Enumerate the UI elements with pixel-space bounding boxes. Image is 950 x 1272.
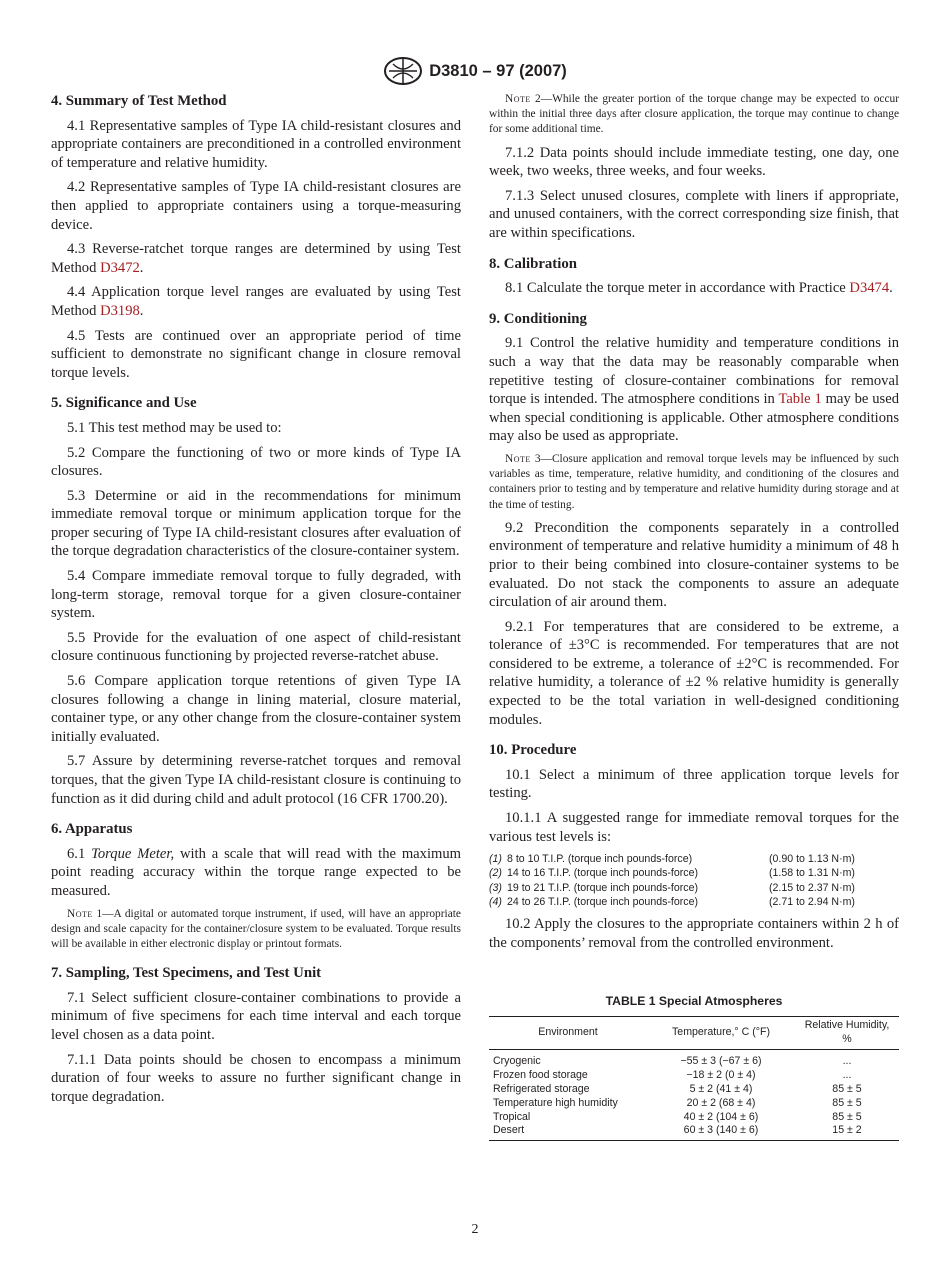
table-row: Cryogenic −55 ± 3 (−67 ± 6) ... bbox=[493, 1055, 852, 1068]
table-header-temperature: Temperature,° C (°F) bbox=[647, 1016, 795, 1050]
paragraph-7-1: 7.1 Select sufficient closure-container combinations to provide a minimum of five specimens for each time interval and each torque level chosen as a data point. bbox=[51, 989, 461, 1043]
table-row: Refrigerated storage 5 ± 2 (41 ± 4) 85 ± 5 bbox=[493, 1083, 862, 1096]
paragraph-8-1: 8.1 Calculate the torque meter in accordance with Practice D3474. bbox=[505, 280, 893, 297]
paragraph-4-2: 4.2 Representative samples of Type IA child-resistant closures are then applied to appropriate containers using a torque-measuring device. bbox=[51, 179, 461, 233]
section-6-heading: 6. Apparatus bbox=[51, 821, 133, 838]
paragraph-9-2: 9.2 Precondition the components separately in a controlled environment of temperature and relative humidity a minimum of 48 h prior to their being combined into closure-container systems to be evaluated. Do not stack the components to assure an adequate circulation of air around them. bbox=[489, 519, 899, 611]
paragraph-6-1: 6.1 Torque Meter, with a scale that will read with the maximum point reading accuracy within the torque range expected to be measured. bbox=[51, 845, 462, 899]
note-1: Note 1—A digital or automated torque instrument, if used, will have an appropriate design and scale capacity for the container/closure system to be evaluated. Torque results will be available in either electronic display or printout formats. bbox=[51, 907, 461, 950]
torque-level-row: (4) 24 to 26 T.I.P. (torque inch pounds-force) (2.71 to 2.94 N·m) bbox=[489, 895, 855, 908]
section-10-heading: 10. Procedure bbox=[489, 742, 577, 759]
paragraph-5-3: 5.3 Determine or aid in the recommendations for minimum immediate removal torque or minimum application torque for the proper securing of Type IA child-resistant closures after evaluation of the torque degradation characteristics of the closure-container system. bbox=[51, 487, 461, 560]
paragraph-5-7: 5.7 Assure by determining reverse-ratchet torques and removal torques, that the given Type IA child-resistant closure is continuing to function as it did during child and adult protocol (16 CFR 1700.20). bbox=[51, 753, 461, 807]
paragraph-4-3: 4.3 Reverse-ratchet torque ranges are determined by using Test Method D3472. bbox=[51, 241, 461, 276]
paragraph-10-2: 10.2 Apply the closures to the appropriate containers within 2 h of the components’ removal from the controlled environment. bbox=[489, 916, 899, 951]
torque-level-row: (2) 14 to 16 T.I.P. (torque inch pounds-force) (1.58 to 1.31 N·m) bbox=[489, 867, 855, 880]
table-row: Frozen food storage −18 ± 2 (0 ± 4) ... bbox=[493, 1069, 852, 1082]
table-row: Temperature high humidity 20 ± 2 (68 ± 4) 85 ± 5 bbox=[493, 1096, 862, 1109]
section-9-heading: 9. Conditioning bbox=[489, 310, 587, 327]
paragraph-5-4: 5.4 Compare immediate removal torque to fully degraded, with long-term storage, removal torque for a given closure-container system. bbox=[51, 568, 461, 622]
table-title: TABLE 1 Special Atmospheres bbox=[605, 994, 783, 1009]
paragraph-4-5: 4.5 Tests are continued over an appropriate period of time sufficient to demonstrate no significant change in closure removal torque levels. bbox=[51, 327, 461, 381]
link-d3474[interactable]: D3474 bbox=[849, 280, 890, 297]
page-header bbox=[0, 56, 950, 86]
note-3: Note 3—Closure application and removal torque levels may be influenced by such variables as time, temperature, relative humidity, and conditioning of the closures and containers prior to testing and by temperature and relative humidity during storage and at the time of testing. bbox=[489, 452, 899, 511]
left-column bbox=[51, 92, 461, 1112]
section-4-heading: 4. Summary of Test Method bbox=[51, 93, 227, 109]
torque-level-row: (1) 8 to 10 T.I.P. (torque inch pounds-force) (0.90 to 1.13 N·m) bbox=[489, 853, 855, 866]
paragraph-5-5: 5.5 Provide for the evaluation of one aspect of child-resistant closure continuous functioning by projected reverse-ratchet abuse. bbox=[51, 629, 461, 665]
table-header-humidity: Relative Humidity, % bbox=[795, 1016, 899, 1050]
torque-level-row: (3) 19 to 21 T.I.P. (torque inch pounds-force) (2.15 to 2.37 N·m) bbox=[489, 881, 855, 894]
section-7-heading: 7. Sampling, Test Specimens, and Test Unit bbox=[51, 965, 322, 982]
paragraph-9-1: 9.1 Control the relative humidity and temperature conditions in such a way that the data may be reasonably comparable when repetitive testing of closure-container combinations for removal torque is intended. The atmosphere conditions in Table 1 may be used when special conditioning is applicable. Other atmosphere conditions may also be used as appropriate. bbox=[489, 335, 899, 445]
table-row: Tropical 40 ± 2 (104 ± 6) 85 ± 5 bbox=[493, 1110, 862, 1123]
paragraph-10-1-1: 10.1.1 A suggested range for immediate removal torques for the various test levels is: bbox=[489, 810, 899, 845]
document-designation: D3810 – 97 (2007) bbox=[429, 61, 567, 80]
paragraph-5-2: 5.2 Compare the functioning of two or more kinds of Type IA closures. bbox=[51, 444, 461, 480]
link-d3472[interactable]: D3472 bbox=[100, 259, 140, 276]
table-header-environment: Environment bbox=[489, 1016, 647, 1050]
paragraph-4-4: 4.4 Application torque level ranges are evaluated by using Test Method D3198. bbox=[51, 284, 461, 319]
note-2: Note 2—While the greater portion of the torque change may be expected to occur within the initial three days after closure application, the torque may continue to change for some additional time. bbox=[489, 93, 899, 136]
paragraph-7-1-3: 7.1.3 Select unused closures, complete with liners if appropriate, and unused containers, with the correct corresponding size finish, that are within specifications. bbox=[489, 187, 899, 241]
section-8-heading: 8. Calibration bbox=[489, 255, 577, 272]
table-1 bbox=[489, 992, 899, 1141]
paragraph-5-1: 5.1 This test method may be used to: bbox=[67, 419, 282, 436]
section-5-heading: 5. Significance and Use bbox=[51, 395, 197, 412]
link-table-1[interactable]: Table 1 bbox=[778, 391, 822, 408]
page-number: 2 bbox=[471, 1222, 479, 1237]
paragraph-4-1: 4.1 Representative samples of Type IA child-resistant closures and appropriate containers are preconditioned in a controlled environment of temperature and relative humidity. bbox=[51, 117, 461, 171]
astm-logo-icon bbox=[383, 56, 423, 86]
paragraph-5-6: 5.6 Compare application torque retentions of given Type IA closures following a change in lining material, closure material, container type, or any other change from the closure-container system initially evaluated. bbox=[51, 673, 461, 745]
paragraph-9-2-1: 9.2.1 For temperatures that are considered to be extreme, a tolerance of ±3°C is recommended. For temperatures that are not considered to be extreme, a tolerance of ±2°C is recommended. For relative humidity, a tolerance of ±2 % relative humidity is generally expected to be the total variation in well-designed conditioning modules. bbox=[489, 618, 899, 728]
torque-level-list bbox=[489, 852, 899, 909]
right-column bbox=[489, 92, 899, 1141]
table-row: Desert 60 ± 3 (140 ± 6) 15 ± 2 bbox=[489, 1124, 899, 1140]
paragraph-7-1-2: 7.1.2 Data points should include immediate testing, one day, one week, two weeks, three weeks, and four weeks. bbox=[489, 144, 899, 180]
link-d3198[interactable]: D3198 bbox=[100, 302, 140, 319]
paragraph-10-1: 10.1 Select a minimum of three application torque levels for testing. bbox=[489, 766, 899, 802]
paragraph-7-1-1: 7.1.1 Data points should be chosen to encompass a minimum duration of four weeks to assure no further significant change in torque degradation. bbox=[51, 1051, 461, 1105]
